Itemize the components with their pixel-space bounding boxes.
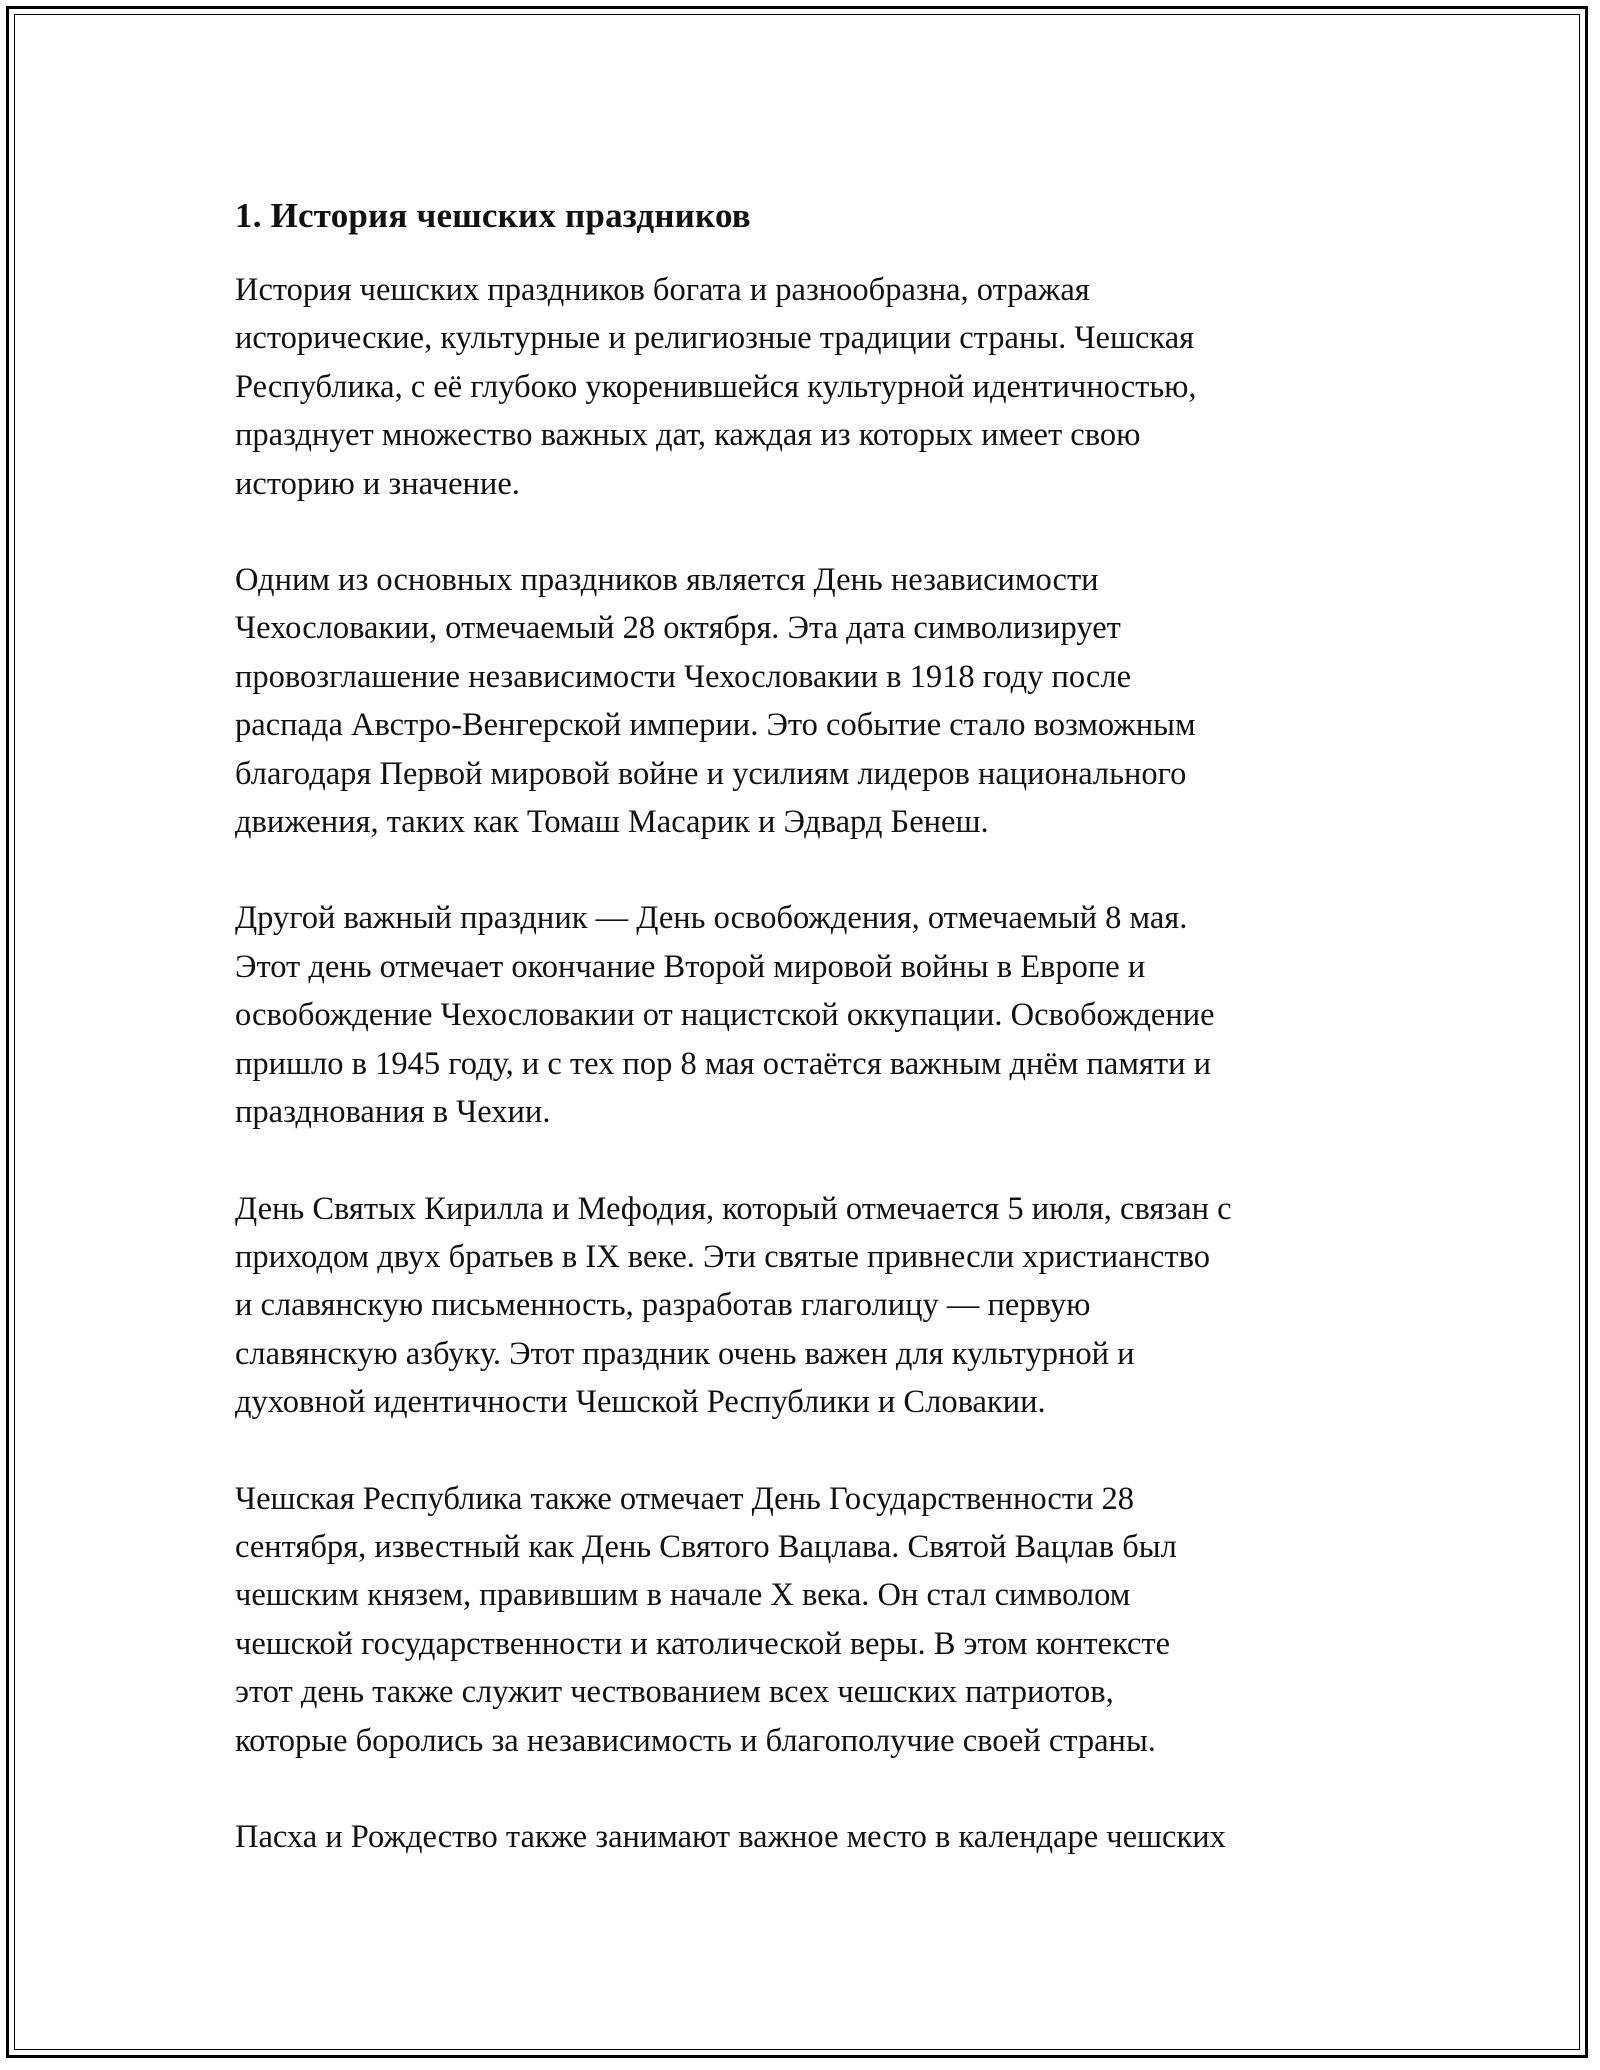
document-body bbox=[235, 192, 1375, 1909]
paragraph-independence-day: Одним из основных праздников является День независимости Чехословакии, отмечаемый 28 октября. Эта дата символизирует провозглашение независимости Чехословакии в 1918 году после распада Австро-Венгерской империи. Это событие стало возможным благодаря Первой мировой войне и усилиям лидеров национального движения, таких как Томаш Масарик и Эдвард Бенеш. bbox=[235, 562, 1196, 841]
paragraph-easter-christmas: Пасха и Рождество также занимают важное место в календаре чешских bbox=[235, 1818, 1226, 1855]
paragraph-intro: История чешских праздников богата и разнообразна, отражая исторические, культурные и религиозные традиции страны. Чешская Республика, с её глубоко укоренившейся культурной идентичностью, празднует множество важных дат, каждая из которых имеет свою историю и значение. bbox=[235, 272, 1197, 502]
paragraph-statehood-day: Чешская Республика также отмечает День Государственности 28 сентября, известный как День Святого Вацлава. Святой Вацлав был чешским князем, правившим в начале X века. Он стал символом чешской государственности и католической веры. В этом контексте этот день также служит чествованием всех чешских патриотов, которые боролись за независимость и благополучие своей страны. bbox=[235, 1480, 1177, 1759]
paragraph-cyril-methodius-day: День Святых Кирилла и Мефодия, который отмечается 5 июля, связан с приходом двух братьев в IX веке. Эти святые привнесли христианство и славянскую письменность, разработав глаголицу — первую славянскую азбуку. Этот праздник очень важен для культурной и духовной идентичности Чешской Республики и Словакии. bbox=[235, 1190, 1232, 1421]
section-heading: 1. История чешских праздников bbox=[235, 196, 751, 235]
paragraph-liberation-day: Другой важный праздник — День освобождения, отмечаемый 8 мая. Этот день отмечает окончание Второй мировой войны в Европе и освобождение Чехословакии от нацистской оккупации. Освобождение пришло в 1945 году, и с тех пор 8 мая остаётся важным днём памяти и празднования в Чехии. bbox=[235, 900, 1215, 1131]
